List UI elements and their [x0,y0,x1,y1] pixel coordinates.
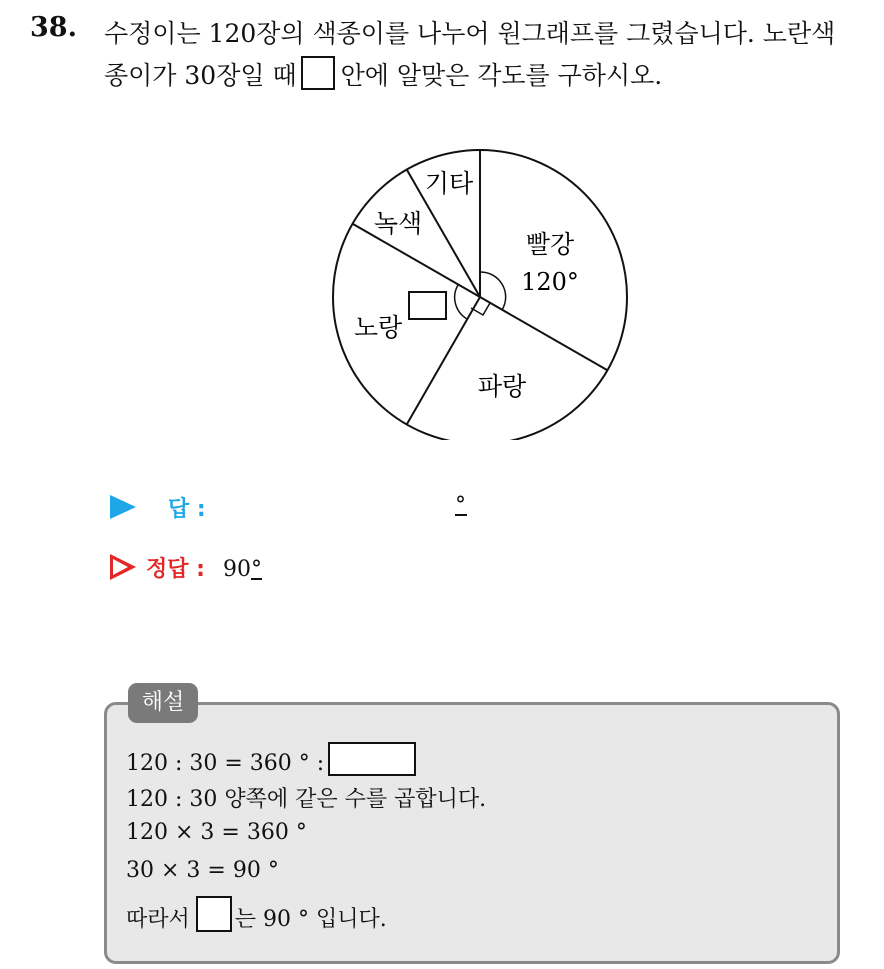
slice-label-other: 기타 [424,169,474,198]
question-text-after-box: 안에 알맞은 각도를 구하시오. [340,61,663,90]
explanation-small-box [196,896,232,932]
angle-blank-box [409,292,446,319]
explanation-line3: 120 × 3 = 360 ° [126,820,307,845]
slice-label-yellow: 노랑 [353,313,403,342]
slice-label-blue: 파랑 [477,372,527,401]
explanation-line5: 따라서 는 90 ° 입니다. [126,896,387,933]
correct-answer-row [110,552,262,583]
answer-label: 답 : [168,497,206,522]
outline-triangle-icon [110,554,136,580]
question-text-line2 [104,56,662,92]
question-number: 38. [30,12,77,43]
question-text-line1: 수정이는 120장의 색종이를 나누어 원그래프를 그렸습니다. 노란색 [104,19,836,48]
answer-row [110,492,206,523]
explanation-tag: 해설 [128,683,198,723]
answer-degree-mark: ° [455,493,466,518]
pie-chart [320,140,640,440]
correct-answer-label: 정답 : [146,557,205,582]
correct-answer-value: 90° [222,557,262,582]
explanation-blank-box [328,742,416,776]
slice-label-red: 빨강 [525,230,575,259]
explanation-line4: 30 × 3 = 90 ° [126,858,279,883]
slice-angle-red: 120° [521,268,579,296]
blank-box [301,56,335,90]
explanation-line1: 120 : 30 = 360 ° : [126,742,416,776]
play-triangle-icon [110,495,136,519]
slice-label-green: 녹색 [373,209,423,238]
question-text-before-box: 종이가 30장일 때 [104,61,297,90]
explanation-line2: 120 : 30 양쪽에 같은 수를 곱합니다. [126,787,487,812]
